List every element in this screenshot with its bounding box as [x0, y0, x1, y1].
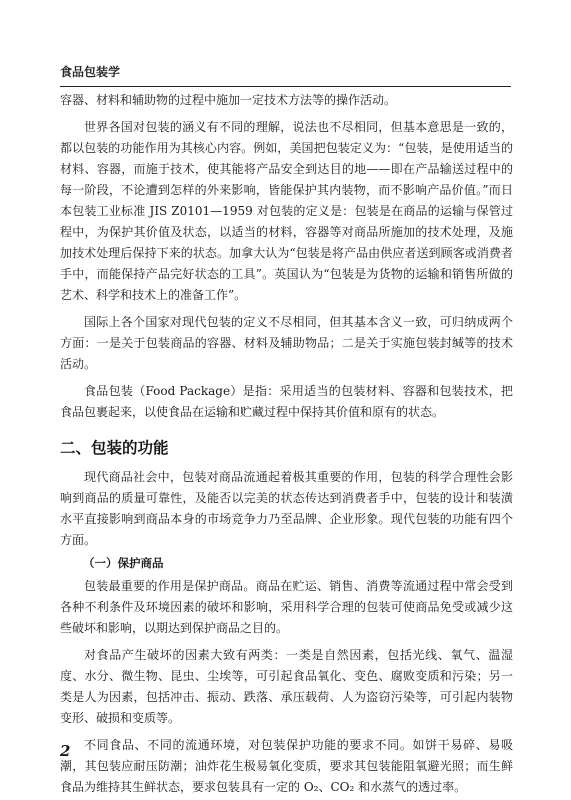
page-body — [60, 90, 513, 798]
paragraph-protection: 包装最重要的作用是保护商品。商品在贮运、销售、消费等流通过程中常会受到各种不利条件及环境因素的破坏和影响，采用科学合理的包装可使商品免受或减少这些破坏和影响，以期达到保护商品之目的。 — [60, 579, 513, 635]
paragraph-summary: 国际上各个国家对现代包装的定义不尽相同，但其基本含义一致，可归纳成两个方面：一是关于包装商品的容器、材料及辅助物品；二是关于实施包装封缄等的技术活动。 — [60, 315, 513, 371]
paragraph-requirements: 不同食品、不同的流通环境，对包装保护功能的要求不同。如饼干易碎、易吸潮，其包装应耐压防潮；油炸花生极易氧化变质，要求其包装能阻氧避光照；而生鲜食品为维持其生鲜状态，要求包装具有一定的 O₂、CO₂ 和水蒸气的透过率。 — [60, 738, 513, 794]
page-number: 2 — [60, 742, 71, 760]
running-header-title: 食品包装学 — [60, 65, 121, 79]
paragraph-food-package: 食品包装（Food Package）是指：采用适当的包装材料、容器和包装技术，把食品包裹起来，以使食品在运输和贮藏过程中保持其价值和原有的状态。 — [60, 384, 513, 419]
paragraph-definitions: 世界各国对包装的涵义有不同的理解，说法也不尽相同，但基本意思是一致的，都以包装的功能作用为其核心内容。例如，美国把包装定义为：“包装，是使用适当的材料、容器，而施于技术，使其能将产品安全到达目的地——即在产品输送过程中的每一阶段，不论遭到怎样的外来影响，皆能保护其内装物，而不影响产品价值。”而日本包装工业标准 JIS Z0101—1959 对包装的定义是：包装是在商品的运输与保管过程中，为保护其价值及状态，以适当的材料，容器等对商品所施加的技术处理，及施加技术处理后保持下来的状态。加拿大认为“包装是将产品由供应者送到顾客或消费者手中，而能保持产品完好状态的工具”。英国认为“包装是为货物的运输和销售所做的艺术、科学和技术上的准备工作”。 — [60, 120, 513, 302]
paragraph-functions-intro: 现代商品社会中，包装对商品流通起着极其重要的作用，包装的科学合理性会影响到商品的质量可靠性，及能否以完美的状态传达到消费者手中，包装的设计和装潢水平直接影响到商品本身的市场竞争力乃至品牌、企业形象。现代包装的功能有四个方面。 — [60, 470, 513, 547]
subsection-title: （一）保护商品 — [83, 556, 164, 570]
paragraph-continuation: 容器、材料和辅助物的过程中施加一定技术方法等的操作活动。 — [60, 93, 397, 107]
paragraph-damage-factors: 对食品产生破坏的因素大致有两类：一类是自然因素，包括光线、氧气、温湿度、水分、微生物、昆虫、尘埃等，可引起食品氧化、变色、腐败变质和污染；另一类是人为因素，包括冲击、振动、跌落、承压载荷、人为盗窃污染等，可引起内装物变形、破损和变质等。 — [60, 648, 513, 725]
section-title: 二、包装的功能 — [60, 439, 169, 457]
running-header — [60, 62, 511, 87]
